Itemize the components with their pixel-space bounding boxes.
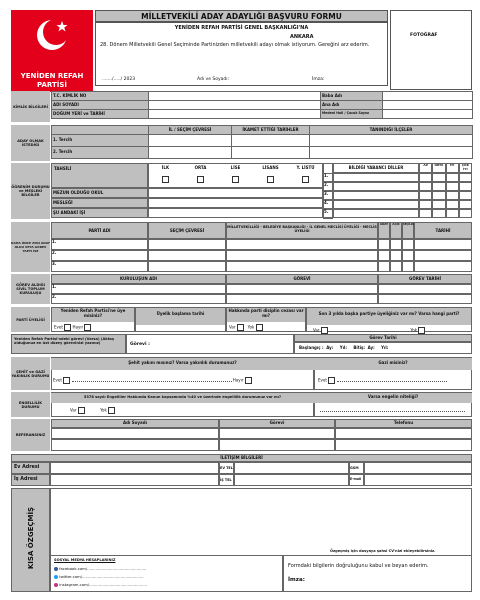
dahaonce-section-label: DAHA ÖNCE AYDI ADAY OLDU VEYA GÖREV YAPTI İSE <box>11 222 50 272</box>
dogum-field[interactable] <box>149 110 321 119</box>
dahaonce2-tarih[interactable] <box>414 250 472 261</box>
dogum-label: DOĞUM YERİ ve TARİHİ <box>52 110 149 119</box>
gazi-options: Evet <box>318 377 468 384</box>
ev-adresi-label: Ev Adresi <box>11 462 50 474</box>
ilce-header: TANINDIĞI İLÇELER <box>310 126 473 135</box>
twitter-row[interactable]: twitter.com/................................................... <box>54 573 147 581</box>
iletisim-table <box>11 462 472 486</box>
lang-rows: 1. 2. 3. 4. 5. <box>323 173 472 218</box>
ref2-gorev[interactable] <box>219 439 335 451</box>
dahaonce3-tarih[interactable] <box>414 261 472 272</box>
sivil-section-label: GÖREV ALDIĞI SİVİL TOPLUM KURULUŞU <box>11 274 50 304</box>
parti-q3: Hakkında parti disiplin cezası var mı? <box>227 308 305 322</box>
iletisim-header: İLETİŞİM BİLGİLERİ <box>11 454 472 462</box>
parti-section-label: PARTİ ÜYELİĞİ <box>11 307 50 332</box>
ref-tel-header: Telefonu <box>335 419 472 428</box>
okul-field[interactable] <box>148 188 323 198</box>
parti-adi-header: PARTİ ADI <box>51 222 148 239</box>
is-adresi-field[interactable] <box>50 474 219 486</box>
gsm-label: GSM <box>349 462 364 474</box>
level-ylisans-checkbox[interactable] <box>302 176 309 183</box>
instagram-row[interactable]: instagram.com/................................................ <box>54 581 147 589</box>
dahaonce-table: PARTİ ADI SEÇİM ÇEVRESİ MİLLETVEKİLLİĞİ - BELEDİYE BAŞKANLIĞI - İL GENEL MECLİSİ ÜYELİĞİ - MECLİS ÜYELİĞİ ADAY AÇIK SEÇİLDİ TARİHİ 1. 2. 3. <box>51 222 472 272</box>
body-text: 28. Dönem Milletvekili Genel Seçiminde Partinizden milletvekili adayı olmak istiyorum. Gereğini arz ederim. <box>100 42 370 48</box>
acik-header: AÇIK <box>390 222 402 239</box>
consent-text: Formdaki bilgilerin doğruluğunu kabul ve beyan ederim. <box>288 563 429 569</box>
facebook-row[interactable]: facebook.com/................................................. <box>54 565 147 573</box>
ozgecmis-section-label: KISA ÖZGEÇMİŞ <box>11 488 50 592</box>
sivil-gorev-header: GÖREVİ <box>226 274 378 284</box>
istel-label: İŞ TEL <box>219 474 234 486</box>
secim-cevresi-header: SEÇİM ÇEVRESİ <box>148 222 226 239</box>
ana-field[interactable] <box>383 101 473 110</box>
tc-field[interactable] <box>149 92 321 101</box>
meslek-field[interactable] <box>148 198 323 208</box>
ref1-gorev[interactable] <box>219 428 335 439</box>
secildi-header: SEÇİLDİ <box>402 222 414 239</box>
ana-label: Ana Adı <box>321 101 383 110</box>
addressee: YENİDEN REFAH PARTİSİ GENEL BAŞKANLIĞI'NA <box>174 25 309 31</box>
gorev-tarih-header: Görev Tarihi <box>294 334 472 342</box>
parti-table: Yeniden Refah Partisi'ne üye misiniz? Evet Hayır Üyelik başlama tarihi Hakkında parti disiplin cezası var mı? Var Yok Son 3 yılda başka partiye üyeliğiniz var mı? Varsa hangi parti? Var Yok <box>51 307 472 332</box>
level-ylisans: Y. LİSTÜ <box>296 165 315 170</box>
lang-level-orta: ORTA <box>432 163 445 173</box>
il-header: İL / SEÇİM ÇEVRESİ <box>149 126 232 135</box>
lang-level-iyi: İYİ <box>446 163 459 173</box>
consent-box <box>283 555 472 592</box>
tercih1-ilce[interactable] <box>310 135 473 147</box>
sivil-tarih-header: GÖREV TARİHİ <box>378 274 472 284</box>
lang5-field[interactable] <box>333 209 419 218</box>
sehit-hayir-checkbox[interactable] <box>245 377 252 384</box>
tercih1-ikamet[interactable] <box>232 135 310 147</box>
dahaonce2-cevre[interactable] <box>148 250 226 261</box>
level-lise: LİSE <box>230 165 241 170</box>
disiplin-yok-checkbox[interactable] <box>256 324 263 331</box>
ev-adresi-field[interactable] <box>50 462 219 474</box>
sehit-section-label: ŞEHİT ve GAZİ YAKINLIK DURUMU <box>11 357 50 390</box>
ref1-tel[interactable] <box>335 428 472 439</box>
referans-table <box>51 419 472 451</box>
tercih2-il[interactable] <box>149 147 232 159</box>
gorev-tarih-row: Başlangıç : Ay: Yıl: Bitiş: Ay: Yıl: <box>294 342 472 354</box>
engellilik-q2: Varsa engelin niteliği? <box>314 393 472 403</box>
ozgecmis-note: Özgeçmiş için dosyaya şahsi CV'nizi ekleyebilirsiniz. <box>330 549 436 553</box>
tahsil-label: TAHSİLİ <box>51 163 148 188</box>
logo-text-line2: PARTİSİ <box>36 81 67 89</box>
lang-level-az: AZ <box>419 163 432 173</box>
evtel-label: EV TEL <box>219 462 234 474</box>
meslek-label: MESLEĞİ <box>51 198 148 208</box>
referans-section-label: REFERANSINIZ <box>11 419 50 451</box>
instagram-icon <box>54 583 58 587</box>
level-orta-checkbox[interactable] <box>197 176 204 183</box>
gorev-turu-header: MİLLETVEKİLLİĞİ - BELEDİYE BAŞKANLIĞI - İL GENEL MECLİSİ ÜYELİĞİ - MECLİS ÜYELİĞİ <box>226 222 378 239</box>
sivil2-tarih[interactable] <box>378 294 472 304</box>
level-ilk-checkbox[interactable] <box>162 176 169 183</box>
sehit-q2: Gazi misiniz? <box>314 358 472 370</box>
photo-box[interactable] <box>390 10 472 90</box>
name-sign-label: Adı ve Soyadı: <box>197 77 230 82</box>
social-header: SOSYAL MEDYA HESAPLARINIZ <box>54 558 116 562</box>
ogrenim-section-label: ÖĞRENİM DURUMU ve MESLEKİ BİLGİLER <box>11 163 50 219</box>
ref2-tel[interactable] <box>335 439 472 451</box>
sivil-table: KURULUŞUN ADI GÖREVİ GÖREV TARİHİ 1. 2. <box>51 274 472 304</box>
aday-header: ADAY <box>378 222 390 239</box>
lang-level-cokiyi: ÇOK İYİ <box>459 163 472 173</box>
istel-field[interactable] <box>234 474 349 486</box>
tercih2-ilce[interactable] <box>310 147 473 159</box>
sehit-options: Evet Hayır <box>53 377 311 384</box>
gsm-field[interactable] <box>364 462 472 474</box>
evtel-field[interactable] <box>234 462 349 474</box>
is-field[interactable] <box>148 208 323 218</box>
sivil2-gorev[interactable] <box>226 294 378 304</box>
social-list <box>54 565 147 589</box>
adsoyad-label: ADI SOYADI <box>52 101 149 110</box>
gorev-box[interactable] <box>126 334 294 354</box>
city: ANKARA <box>290 34 314 40</box>
ref2-ad[interactable] <box>51 439 219 451</box>
ikamet-header: İKAMET ETTİĞİ TARİHLER <box>232 126 310 135</box>
is-adresi-label: İş Adresi <box>11 474 50 486</box>
kimlik-section-label: KİMLİK BİLGİLERİ <box>11 91 50 122</box>
header-body <box>95 22 388 86</box>
kimlik-table <box>51 91 473 119</box>
lang3-field[interactable] <box>333 191 419 200</box>
lang4-field[interactable] <box>333 200 419 209</box>
baba-label: Baba Adı <box>321 92 383 101</box>
imza-label: İmza: <box>288 577 305 583</box>
gorev-label: Görevi : <box>130 342 150 347</box>
level-orta: ORTA <box>194 165 207 170</box>
logo-text-line1: YENİDEN REFAH <box>20 72 84 80</box>
crescent-star-icon <box>32 15 72 55</box>
dahaonce3-gorev[interactable] <box>226 261 378 272</box>
dahaonce3-cevre[interactable] <box>148 261 226 272</box>
parti-q4: Son 3 yılda başka partiye üyeliğiniz var mı? Varsa hangi parti? <box>307 308 471 325</box>
engellilik-q1: 5378 sayılı Engelliler Hakkında Kanun kapsamında %40 ve üzerinde engellilik durumunuz var mı? <box>51 393 314 403</box>
sehit-evet-checkbox[interactable] <box>63 377 70 384</box>
medeni-label: Medeni Hali / Çocuk Sayısı <box>321 110 383 119</box>
dahaonce1-cevre[interactable] <box>148 239 226 250</box>
sivil1-tarih[interactable] <box>378 284 472 294</box>
photo-label: FOTOĞRAF <box>410 33 438 38</box>
parti-hayir-checkbox[interactable] <box>84 324 91 331</box>
parti-q1: Yeniden Refah Partisi'ne üye misiniz? <box>52 308 134 322</box>
level-lisans: LİSANS <box>262 165 279 170</box>
dahaonce2-gorev[interactable] <box>226 250 378 261</box>
lang-levels <box>419 163 472 173</box>
party-logo <box>11 10 93 92</box>
ref1-ad[interactable] <box>51 428 219 439</box>
dahaonce1-tarih[interactable] <box>414 239 472 250</box>
tercih1-label: 1. Tercih <box>52 135 149 147</box>
aday-table <box>51 125 473 159</box>
okul-label: MEZUN OLDUĞU OKUL <box>51 188 148 198</box>
ref-ad-header: Adı Soyadı <box>51 419 219 428</box>
tercih1-il[interactable] <box>149 135 232 147</box>
baska-parti-yok-checkbox[interactable] <box>418 327 425 334</box>
lang2-field[interactable] <box>333 182 419 191</box>
dahaonce1-gorev[interactable] <box>226 239 378 250</box>
engellilik-options: Var Yok <box>70 407 115 414</box>
gorev-question: Yeniden Refah Partisi'ndeki görevi (Varsa) (Aktaş olduğunuz en üst düzey görevinizi yazınız) <box>11 334 126 354</box>
level-ilk: İLK <box>161 165 170 170</box>
parti-q2: Üyelik başlama tarihi <box>136 308 225 325</box>
adsoyad-field[interactable] <box>149 101 321 110</box>
email-label: E-mail <box>349 474 364 486</box>
gazi-evet-checkbox[interactable] <box>328 377 335 384</box>
tercih2-label: 2. Tercih <box>52 147 149 159</box>
sehit-q1: Şehit yakını mısınız? Varsa yakınlık durumunuz? <box>51 358 314 370</box>
tc-label: T.C. KİMLİK NO <box>52 92 149 101</box>
lang1-field[interactable] <box>333 173 419 182</box>
aday-section-label: ADAY OLMAK İSTEDİĞİ <box>11 125 50 161</box>
parti-evet-checkbox[interactable] <box>64 324 71 331</box>
facebook-icon <box>54 567 58 571</box>
is-label: ŞU ANDAKİ İŞİ <box>51 208 148 218</box>
sign-label: İmza: <box>312 77 325 82</box>
level-lise-checkbox[interactable] <box>232 176 239 183</box>
tarih-header: TARİHİ <box>414 222 472 239</box>
sivil1-gorev[interactable] <box>226 284 378 294</box>
disiplin-var-checkbox[interactable] <box>237 324 244 331</box>
engellilik-section-label: ENGELLİLİK DURUMU <box>11 392 50 417</box>
kurulus-header: KURULUŞUN ADI <box>51 274 226 284</box>
okul-meslek <box>51 188 323 218</box>
date-line: ......./...../ 2023 <box>102 77 136 82</box>
baba-field[interactable] <box>383 92 473 101</box>
email-field[interactable] <box>364 474 472 486</box>
baska-parti-var-checkbox[interactable] <box>321 327 328 334</box>
medeni-field[interactable] <box>383 110 473 119</box>
engel-yok-checkbox[interactable] <box>108 407 115 414</box>
ref-gorev-header: Görevi <box>219 419 335 428</box>
engel-nitelik-field[interactable] <box>320 411 465 412</box>
lang-header: BİLDİĞİ YABANCI DİLLER <box>333 163 419 173</box>
level-lisans-checkbox[interactable] <box>267 176 274 183</box>
engel-var-checkbox[interactable] <box>78 407 85 414</box>
tercih2-ikamet[interactable] <box>232 147 310 159</box>
form-title: MİLLETVEKİLİ ADAY ADAYLIĞI BAŞVURU FORMU <box>95 10 388 22</box>
tahsil-level-list <box>148 163 323 188</box>
twitter-icon <box>54 575 58 579</box>
